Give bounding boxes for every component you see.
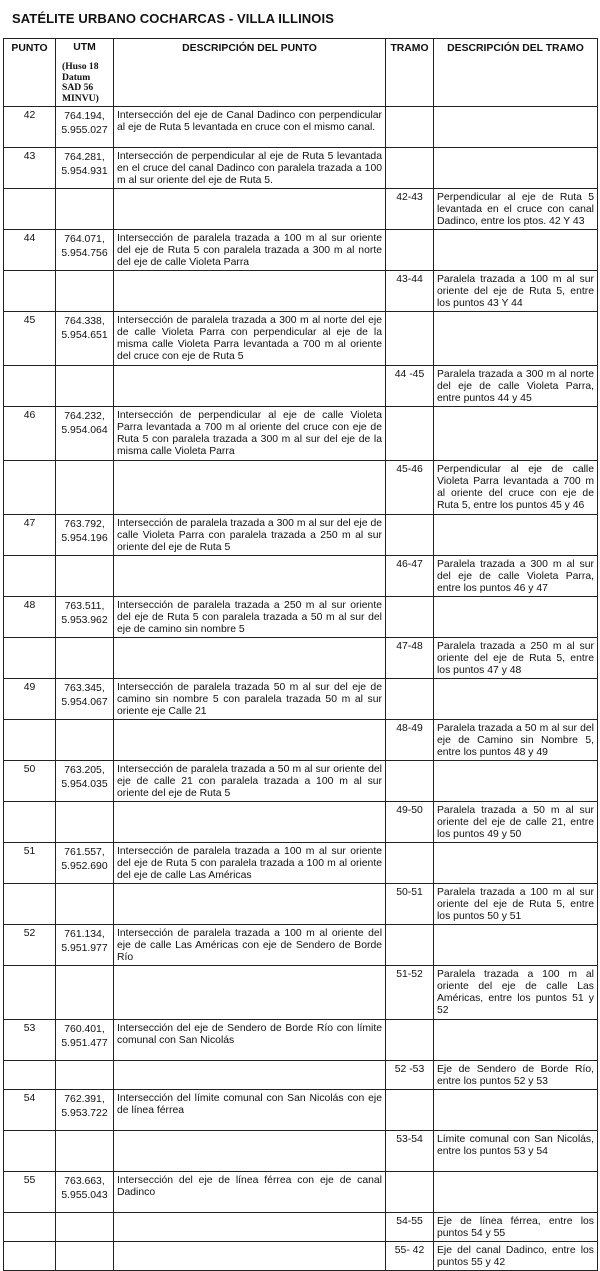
utm-cell-empty [56,189,114,230]
tramo-cell: 50-51 [386,884,434,925]
utm-cell [56,230,114,271]
utm-northing: 5.953.722 [61,1108,108,1119]
utm-cell [56,597,114,638]
point-description-cell-empty [114,1061,386,1090]
tramo-description-cell: Paralela trazada a 300 m al norte del eje de calle Violeta Parra, entre puntos 44 y 45 [434,366,598,407]
tramo-description-cell-empty [434,761,598,802]
header-descripcion-tramo: DESCRIPCIÓN DEL TRAMO [434,39,598,107]
punto-cell: 42 [4,107,56,148]
tramo-cell: 42-43 [386,189,434,230]
utm-cell [56,148,114,189]
tramo-description-cell: Perpendicular al eje de calle Violeta Parra levantada a 700 m al oriente del cruce con eje de Ruta 5, entre los puntos 45 y 46 [434,461,598,515]
punto-cell: 52 [4,925,56,966]
table-body [4,107,598,1271]
point-description-cell-empty [114,966,386,1020]
utm-easting: 764.281, [64,152,105,163]
tramo-cell-empty [386,230,434,271]
utm-cell [56,1090,114,1131]
tramo-cell-empty [386,407,434,461]
tramo-description-cell-empty [434,1172,598,1213]
punto-cell: 45 [4,312,56,366]
tramo-cell-empty [386,312,434,366]
tramo-description-cell-empty [434,230,598,271]
segment-row [4,189,598,230]
utm-cell-empty [56,884,114,925]
tramo-cell-empty [386,515,434,556]
point-description-cell: Intersección de paralela trazada a 50 m al sur oriente del eje de calle 21 con paralela trazada a 100 m al sur oriente del eje de Ruta 5 [114,761,386,802]
punto-cell-empty [4,966,56,1020]
utm-cell-empty [56,271,114,312]
point-description-cell: Intersección de paralela trazada a 100 m al sur oriente del eje de Ruta 5 con paralela trazada a 100 m al oriente del eje de calle Las Américas [114,843,386,884]
tramo-description-cell-empty [434,312,598,366]
utm-northing: 5.953.962 [61,615,108,626]
segment-row [4,1061,598,1090]
point-row [4,1020,598,1061]
segment-row [4,366,598,407]
utm-easting: 763.511, [64,601,105,612]
segment-row [4,1213,598,1242]
utm-northing: 5.954.196 [61,533,108,544]
utm-cell-empty [56,1242,114,1271]
point-description-cell: Intersección de paralela trazada a 100 m al oriente del eje de calle Las Américas con eje de Sendero de Borde Río [114,925,386,966]
utm-cell-empty [56,1213,114,1242]
tramo-description-cell-empty [434,107,598,148]
point-row [4,515,598,556]
segment-row [4,1131,598,1172]
header-utm-label: UTM [73,42,96,53]
utm-cell [56,515,114,556]
tramo-cell-empty [386,597,434,638]
segment-row [4,1242,598,1271]
punto-cell-empty [4,1242,56,1271]
utm-northing: 5.954.756 [61,248,108,259]
header-tramo: TRAMO [386,39,434,107]
utm-northing: 5.954.651 [61,330,108,341]
tramo-description-cell-empty [434,515,598,556]
tramo-cell: 48-49 [386,720,434,761]
utm-easting: 763.345, [64,683,105,694]
utm-cell [56,843,114,884]
point-description-cell: Intersección de perpendicular al eje de calle Violeta Parra levantada a 700 m al oriente del cruce con eje de Ruta 5 con paralela trazada a 300 m al sur del eje de la misma calle Violeta Parra [114,407,386,461]
segment-row [4,720,598,761]
utm-cell-empty [56,638,114,679]
punto-cell-empty [4,1061,56,1090]
utm-northing: 5.955.043 [61,1190,108,1201]
segment-row [4,638,598,679]
point-row [4,679,598,720]
utm-easting: 763.205, [64,765,105,776]
punto-cell-empty [4,189,56,230]
boundary-table [3,38,598,1271]
point-row [4,107,598,148]
tramo-description-cell: Paralela trazada a 50 m al sur oriente del eje de calle 21, entre los puntos 49 y 50 [434,802,598,843]
punto-cell: 50 [4,761,56,802]
point-description-cell-empty [114,1213,386,1242]
punto-cell-empty [4,366,56,407]
segment-row [4,461,598,515]
point-row [4,148,598,189]
utm-cell [56,407,114,461]
utm-cell-empty [56,1131,114,1172]
punto-cell: 53 [4,1020,56,1061]
tramo-cell: 55- 42 [386,1242,434,1271]
utm-cell-empty [56,556,114,597]
tramo-description-cell: Eje de Sendero de Borde Río, entre los puntos 52 y 53 [434,1061,598,1090]
tramo-cell-empty [386,679,434,720]
punto-cell-empty [4,1213,56,1242]
point-description-cell-empty [114,802,386,843]
point-description-cell: Intersección de paralela trazada 50 m al sur del eje de camino sin nombre 5 con paralela trazada 50 m al sur oriente eje Calle 21 [114,679,386,720]
utm-easting: 763.792, [64,519,105,530]
segment-row [4,884,598,925]
tramo-description-cell: Eje de línea férrea, entre los puntos 54 y 55 [434,1213,598,1242]
punto-cell-empty [4,556,56,597]
tramo-cell-empty [386,925,434,966]
utm-cell [56,312,114,366]
header-utm-datum: (Huso 18 Datum SAD 56 MINVU) [62,61,99,104]
point-row [4,597,598,638]
tramo-cell: 52 -53 [386,1061,434,1090]
point-row [4,761,598,802]
point-description-cell: Intersección de paralela trazada a 100 m al sur oriente del eje de Ruta 5 con paralela trazada a 300 m al norte del eje de calle Violeta Parra [114,230,386,271]
tramo-cell-empty [386,1090,434,1131]
punto-cell-empty [4,720,56,761]
utm-northing: 5.955.027 [61,125,108,136]
tramo-cell-empty [386,107,434,148]
utm-northing: 5.951.977 [61,943,108,954]
utm-northing: 5.952.690 [61,861,108,872]
punto-cell: 46 [4,407,56,461]
tramo-description-cell-empty [434,843,598,884]
tramo-cell: 46-47 [386,556,434,597]
punto-cell: 44 [4,230,56,271]
tramo-cell-empty [386,843,434,884]
point-description-cell-empty [114,1242,386,1271]
utm-cell [56,925,114,966]
tramo-cell-empty [386,761,434,802]
point-description-cell-empty [114,366,386,407]
point-row [4,843,598,884]
tramo-description-cell: Paralela trazada a 250 m al sur oriente del eje de Ruta 5, entre los puntos 47 y 48 [434,638,598,679]
utm-northing: 5.954.035 [61,779,108,790]
tramo-cell: 51-52 [386,966,434,1020]
point-description-cell: Intersección del límite comunal con San Nicolás con eje de línea férrea [114,1090,386,1131]
point-description-cell-empty [114,638,386,679]
point-description-cell-empty [114,189,386,230]
punto-cell: 55 [4,1172,56,1213]
utm-cell [56,1020,114,1061]
tramo-cell-empty [386,1172,434,1213]
punto-cell-empty [4,802,56,843]
punto-cell: 49 [4,679,56,720]
punto-cell: 43 [4,148,56,189]
point-description-cell: Intersección de perpendicular al eje de Ruta 5 levantada en el cruce del canal Dadinco con paralela trazada a 100 m al sur oriente del eje de Ruta 5. [114,148,386,189]
point-row [4,1172,598,1213]
utm-easting: 764.338, [64,316,105,327]
tramo-description-cell-empty [434,1090,598,1131]
point-row [4,925,598,966]
point-description-cell-empty [114,461,386,515]
point-description-cell: Intersección de paralela trazada a 300 m al sur del eje de calle Violeta Parra con paralela trazada a 250 m al sur oriente del eje de Ruta 5 [114,515,386,556]
utm-easting: 763.663, [64,1176,105,1187]
utm-easting: 762.391, [64,1094,105,1105]
page-title: SATÉLITE URBANO COCHARCAS - VILLA ILLINOIS [12,11,334,26]
point-description-cell: Intersección de paralela trazada a 250 m al sur oriente del eje de Ruta 5 con paralela trazada a 50 m al sur del eje de camino sin nombre 5 [114,597,386,638]
header-utm [56,39,114,107]
punto-cell-empty [4,638,56,679]
utm-easting: 764.232, [64,411,105,422]
utm-cell [56,107,114,148]
utm-cell-empty [56,461,114,515]
utm-cell-empty [56,366,114,407]
utm-northing: 5.954.064 [61,425,108,436]
point-description-cell-empty [114,720,386,761]
punto-cell: 48 [4,597,56,638]
tramo-description-cell: Paralela trazada a 100 m al sur oriente del eje de Ruta 5, entre los puntos 50 y 51 [434,884,598,925]
utm-easting: 760.401, [64,1024,105,1035]
tramo-description-cell-empty [434,148,598,189]
punto-cell-empty [4,1131,56,1172]
point-description-cell-empty [114,1131,386,1172]
utm-northing: 5.951.477 [61,1038,108,1049]
segment-row [4,802,598,843]
tramo-description-cell-empty [434,407,598,461]
tramo-description-cell: Paralela trazada a 100 m al oriente del eje de calle Las Américas, entre los puntos 51 y 52 [434,966,598,1020]
tramo-description-cell: Eje del canal Dadinco, entre los puntos 55 y 42 [434,1242,598,1271]
point-description-cell-empty [114,884,386,925]
tramo-cell: 44 -45 [386,366,434,407]
punto-cell-empty [4,884,56,925]
tramo-description-cell-empty [434,925,598,966]
header-descripcion-punto: DESCRIPCIÓN DEL PUNTO [114,39,386,107]
tramo-description-cell: Paralela trazada a 300 m al sur del eje de calle Violeta Parra, entre los puntos 46 y 47 [434,556,598,597]
point-description-cell: Intersección del eje de Canal Dadinco con perpendicular al eje de Ruta 5 levantada en cruce con el mismo canal. [114,107,386,148]
tramo-description-cell-empty [434,679,598,720]
utm-easting: 764.071, [64,234,105,245]
header-punto: PUNTO [4,39,56,107]
point-description-cell: Intersección del eje de línea férrea con eje de canal Dadinco [114,1172,386,1213]
point-row [4,1090,598,1131]
segment-row [4,556,598,597]
point-description-cell-empty [114,556,386,597]
point-row [4,312,598,366]
point-description-cell-empty [114,271,386,312]
point-description-cell: Intersección de paralela trazada a 300 m al norte del eje de calle Violeta Parra con perpendicular al eje de la misma calle Violeta Parra levantada a 700 m al oriente del cruce con eje de Ruta 5 [114,312,386,366]
utm-cell-empty [56,720,114,761]
utm-cell-empty [56,966,114,1020]
utm-northing: 5.954.067 [61,697,108,708]
utm-cell [56,679,114,720]
tramo-description-cell: Paralela trazada a 50 m al sur del eje de Camino sin Nombre 5, entre los puntos 48 y 49 [434,720,598,761]
utm-easting: 761.557, [64,847,105,858]
utm-cell [56,761,114,802]
utm-cell-empty [56,1061,114,1090]
tramo-description-cell: Límite comunal con San Nicolás, entre los puntos 53 y 54 [434,1131,598,1172]
utm-northing: 5.954.931 [61,166,108,177]
tramo-cell: 53-54 [386,1131,434,1172]
point-description-cell: Intersección del eje de Sendero de Borde Río con límite comunal con San Nicolás [114,1020,386,1061]
tramo-cell: 49-50 [386,802,434,843]
tramo-description-cell-empty [434,1020,598,1061]
utm-cell [56,1172,114,1213]
segment-row [4,966,598,1020]
punto-cell: 51 [4,843,56,884]
tramo-cell: 47-48 [386,638,434,679]
tramo-description-cell: Perpendicular al eje de Ruta 5 levantada en el cruce con canal Dadinco, entre los ptos. 42 Y 43 [434,189,598,230]
segment-row [4,271,598,312]
utm-easting: 764.194, [64,111,105,122]
point-row [4,407,598,461]
tramo-cell-empty [386,1020,434,1061]
utm-easting: 761.134, [64,929,105,940]
point-row [4,230,598,271]
punto-cell-empty [4,461,56,515]
punto-cell: 47 [4,515,56,556]
tramo-cell-empty [386,148,434,189]
punto-cell-empty [4,271,56,312]
punto-cell: 54 [4,1090,56,1131]
utm-cell-empty [56,802,114,843]
tramo-cell: 54-55 [386,1213,434,1242]
tramo-description-cell: Paralela trazada a 100 m al sur oriente del eje de Ruta 5, entre los puntos 43 Y 44 [434,271,598,312]
tramo-cell: 45-46 [386,461,434,515]
tramo-cell: 43-44 [386,271,434,312]
tramo-description-cell-empty [434,597,598,638]
table-header-row [4,39,598,107]
